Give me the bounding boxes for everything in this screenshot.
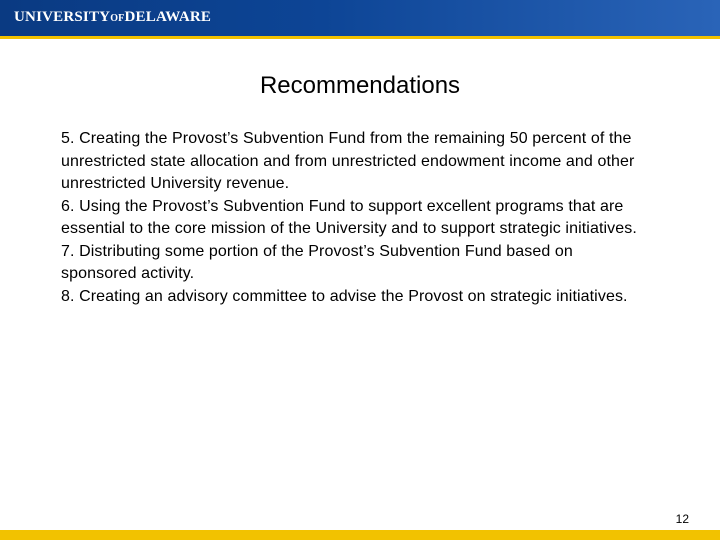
header-gold-stripe: [0, 36, 720, 39]
university-logo: [14, 9, 211, 26]
recommendation-item: 7. Distributing some portion of the Provost’s Subvention Fund based on sponsored activity.: [61, 242, 573, 282]
logo-text-delaware: DELAWARE: [124, 9, 212, 25]
recommendation-item: 6. Using the Provost’s Subvention Fund to support excellent programs that are essential to the core mission of the University and to support strategic initiatives.: [61, 197, 637, 237]
footer-gold-stripe: [0, 530, 720, 540]
slide-title: Recommendations: [259, 72, 461, 99]
recommendation-item: 5. Creating the Provost’s Subvention Fund from the remaining 50 percent of the unrestricted state allocation and from unrestricted endowment income and other unrestricted University revenue.: [61, 130, 635, 192]
logo-text-university: UNIVERSITY: [14, 9, 111, 25]
page-number: 12: [675, 512, 689, 526]
recommendation-item: 8. Creating an advisory committee to advise the Provost on strategic initiatives.: [61, 287, 628, 305]
logo-text-of: OF: [110, 13, 125, 24]
recommendations-list: [61, 128, 651, 308]
